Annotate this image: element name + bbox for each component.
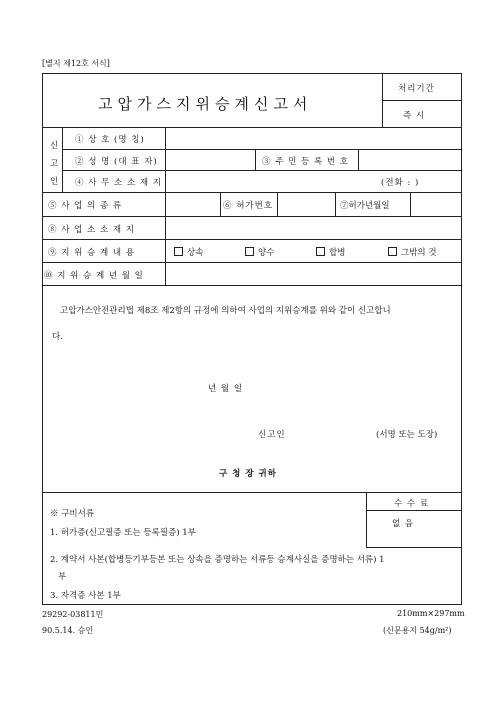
processing-period-label: 처리기간 xyxy=(398,84,435,94)
permit-number-field[interactable] xyxy=(278,193,334,215)
declaration-date: 년 월 일 xyxy=(208,384,244,394)
document-item-2: 2. 계약서 사본(합병등기부등본 또는 상속을 증명하는 서류등 승계사실을 증명하는 서류) 1 xyxy=(50,555,385,565)
applicant-label-1: 신 xyxy=(50,141,60,151)
paper-type: (신문용지 54g/m²) xyxy=(383,626,452,635)
business-type-label: ⑤ 사 업 의 종 류 xyxy=(48,201,123,211)
fee-label: 수 수 료 xyxy=(394,499,430,509)
processing-period-value: 즉 시 xyxy=(403,111,426,121)
checkbox-transfer[interactable] xyxy=(245,247,254,256)
option-inheritance[interactable]: 상속 xyxy=(174,246,203,258)
permit-number-label: ⑥ 허가번호 xyxy=(223,201,274,211)
form-code: 29292-03811민 xyxy=(42,610,104,619)
declaration-text-line2: 다. xyxy=(52,332,63,342)
applicant-label-2: 고 xyxy=(50,159,60,169)
office-address-field[interactable] xyxy=(166,171,376,191)
option-merger[interactable]: 합병 xyxy=(316,246,345,258)
checkbox-merger[interactable] xyxy=(316,247,325,256)
representative-name-label: ② 성 명 (대 표 자) xyxy=(75,157,158,167)
option-other[interactable]: 그밖의 것 xyxy=(388,246,437,258)
succession-date-field[interactable] xyxy=(166,263,461,284)
fee-value: 없 음 xyxy=(392,519,415,529)
representative-name-field[interactable] xyxy=(166,150,254,169)
business-address-field[interactable] xyxy=(166,217,461,238)
document-item-1: 1. 허가증(신고필증 또는 등록필증) 1부 xyxy=(50,528,196,538)
form-number: [별지 제12호 서식] xyxy=(42,59,110,68)
checkbox-other[interactable] xyxy=(388,247,397,256)
resident-number-label: ③ 주 민 등 록 번 호 xyxy=(262,157,349,167)
option-transfer[interactable]: 양수 xyxy=(245,246,274,258)
succession-content-label: ⑨ 지 위 승 계 내 용 xyxy=(48,248,135,258)
signature-label: (서명 또는 도장) xyxy=(376,430,438,440)
recipient: 구 청 장 귀하 xyxy=(219,469,277,479)
approval-date: 90.5.14. 승인 xyxy=(42,626,94,635)
trade-name-label: ① 상 호 (명 칭) xyxy=(75,135,145,145)
declaration-text-line1: 고압가스안전관리법 제8조 제2항의 규정에 의하여 사업의 지위승계를 위와 같이 신고합니 xyxy=(60,306,391,316)
phone-label: (전화 : ) xyxy=(381,178,420,188)
form-title: 고압가스지위승계신고서 xyxy=(98,95,313,113)
document-item-3: 3. 자격증 사본 1부 xyxy=(50,591,121,601)
checkbox-inheritance[interactable] xyxy=(174,247,183,256)
documents-heading: ※ 구비서류 xyxy=(50,509,95,519)
business-type-field[interactable] xyxy=(166,193,219,215)
permit-date-field[interactable] xyxy=(411,193,461,215)
succession-date-label: ⑩ 지 위 승 계 년 월 일 xyxy=(44,271,144,281)
permit-date-label: ⑦허가년월일 xyxy=(340,201,390,211)
business-address-label: ⑧ 사 업 소 소 재 지 xyxy=(48,225,135,235)
declarant-label: 신고인 xyxy=(258,430,286,440)
trade-name-field[interactable] xyxy=(166,128,461,148)
office-address-label: ④ 사 무 소 소 재 지 xyxy=(75,178,162,188)
paper-size: 210mm×297mm xyxy=(397,609,465,618)
applicant-label-3: 인 xyxy=(50,177,60,187)
document-item-2-cont: 부 xyxy=(58,572,67,582)
resident-number-field[interactable] xyxy=(359,150,461,169)
